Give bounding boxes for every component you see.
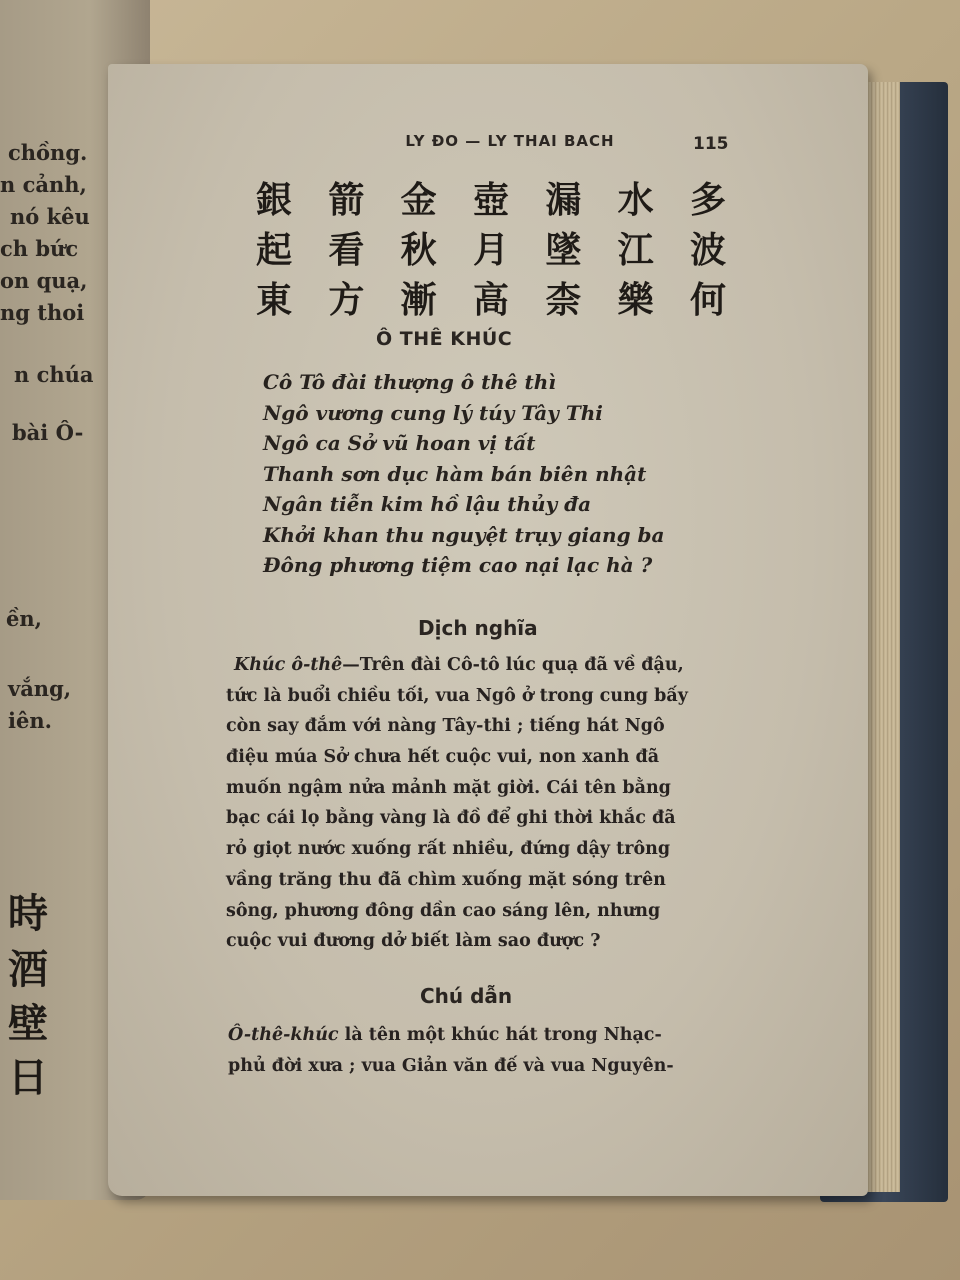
- page-number: 115: [693, 134, 729, 154]
- left-page-cjk-char: 時: [8, 890, 48, 937]
- chinese-poem: [256, 176, 726, 326]
- running-head: LY ĐO — LY THAI BACH: [405, 132, 615, 150]
- left-page-line: on quạ,: [0, 268, 88, 293]
- cjk-char: 起: [256, 230, 293, 271]
- translation-lead: Khúc ô-thê: [234, 655, 343, 675]
- poem-line: Ngô vương cung lý túy Tây Thi: [263, 400, 603, 425]
- cjk-char: 東: [256, 280, 293, 321]
- cjk-char: 墜: [545, 230, 582, 271]
- notes-first-line: là tên một khúc hát trong Nhạc-: [338, 1025, 662, 1045]
- left-page-cjk-char: 日: [8, 1054, 48, 1101]
- cjk-char: 江: [617, 230, 654, 271]
- left-page-line: ền,: [6, 606, 42, 631]
- translation-line: muốn ngậm nửa mảnh mặt giời. Cái tên bằng: [226, 777, 671, 798]
- translation-line: [226, 650, 781, 681]
- cjk-char: 看: [328, 230, 365, 271]
- left-page-line: iên.: [8, 708, 52, 733]
- left-page-cjk-char: 壁: [8, 1000, 48, 1047]
- cjk-char: 壺: [472, 180, 509, 221]
- notes-line: [228, 1020, 783, 1051]
- poem-line: Cô Tô đài thượng ô thê thì: [263, 370, 556, 394]
- chinese-poem-row: [256, 226, 726, 276]
- cjk-char: 多: [689, 180, 726, 221]
- cjk-char: 樂: [617, 280, 654, 321]
- poem-line: Thanh sơn dục hàm bán biên nhật: [263, 461, 647, 486]
- translation-title: Dịch nghĩa: [418, 616, 538, 640]
- translation-text: [226, 650, 781, 957]
- notes-lead: Ô-thê-khúc: [228, 1025, 339, 1045]
- notes-title: Chú dẫn: [420, 984, 513, 1008]
- notes-line: phủ đời xưa ; vua Giản văn đế và vua Nguyên-: [228, 1055, 674, 1076]
- cjk-char: 柰: [545, 280, 582, 321]
- cjk-char: 何: [689, 280, 726, 321]
- cjk-char: 水: [617, 180, 654, 221]
- cjk-char: 方: [328, 280, 365, 321]
- left-page-line: ng thoi: [0, 300, 85, 325]
- poem: [263, 367, 723, 581]
- poem-line: Đông phương tiệm cao nại lạc hà ?: [263, 553, 653, 577]
- translation-first-line: —Trên đài Cô-tô lúc quạ đã về đậu,: [342, 655, 684, 675]
- translation-line: điệu múa Sở chưa hết cuộc vui, non xanh đã: [226, 747, 660, 768]
- left-page-cjk-char: 酒: [8, 946, 48, 993]
- poem-title: Ô THÊ KHÚC: [376, 328, 513, 350]
- translation-line: vầng trăng thu đã chìm xuống mặt sóng trên: [226, 869, 666, 890]
- cjk-char: 漸: [400, 280, 437, 321]
- poem-line: Ngô ca Sở vũ hoan vị tất: [263, 431, 536, 455]
- left-page-line: bài Ô-: [12, 420, 84, 445]
- left-page-line: ch bức: [0, 236, 79, 261]
- poem-line: Khởi khan thu nguyệt trụy giang ba: [263, 522, 665, 547]
- translation-line: tức là buổi chiều tối, vua Ngô ở trong cung bấy: [226, 685, 688, 706]
- cjk-char: 月: [472, 230, 509, 271]
- book-page: [108, 64, 868, 1196]
- notes-text: [228, 1020, 783, 1081]
- cjk-char: 銀: [256, 180, 293, 221]
- cjk-char: 漏: [545, 180, 582, 221]
- translation-line: còn say đắm với nàng Tây-thi ; tiếng hát Ngô: [226, 716, 665, 737]
- translation-line: cuộc vui đương dở biết làm sao được ?: [226, 931, 601, 952]
- chinese-poem-row: [256, 176, 726, 226]
- left-page-line: vắng,: [8, 676, 72, 701]
- cjk-char: 高: [472, 280, 509, 321]
- translation-line: bạc cái lọ bằng vàng là đồ để ghi thời khắc đã: [226, 808, 676, 829]
- chinese-poem-row: [256, 276, 726, 326]
- left-page-line: nó kêu: [10, 204, 90, 229]
- cjk-char: 箭: [328, 180, 365, 221]
- left-page-line: n chúa: [14, 362, 94, 387]
- left-page-line: n cảnh,: [0, 172, 87, 197]
- cjk-char: 秋: [400, 230, 437, 271]
- cjk-char: 金: [400, 180, 437, 221]
- translation-line: rỏ giọt nước xuống rất nhiều, đứng dậy trông: [226, 839, 671, 860]
- left-page-line: chồng.: [8, 140, 88, 165]
- poem-line: Ngân tiễn kim hồ lậu thủy đa: [263, 492, 592, 516]
- cjk-char: 波: [689, 230, 726, 271]
- translation-line: sông, phương đông dần cao sáng lên, nhưng: [226, 900, 661, 921]
